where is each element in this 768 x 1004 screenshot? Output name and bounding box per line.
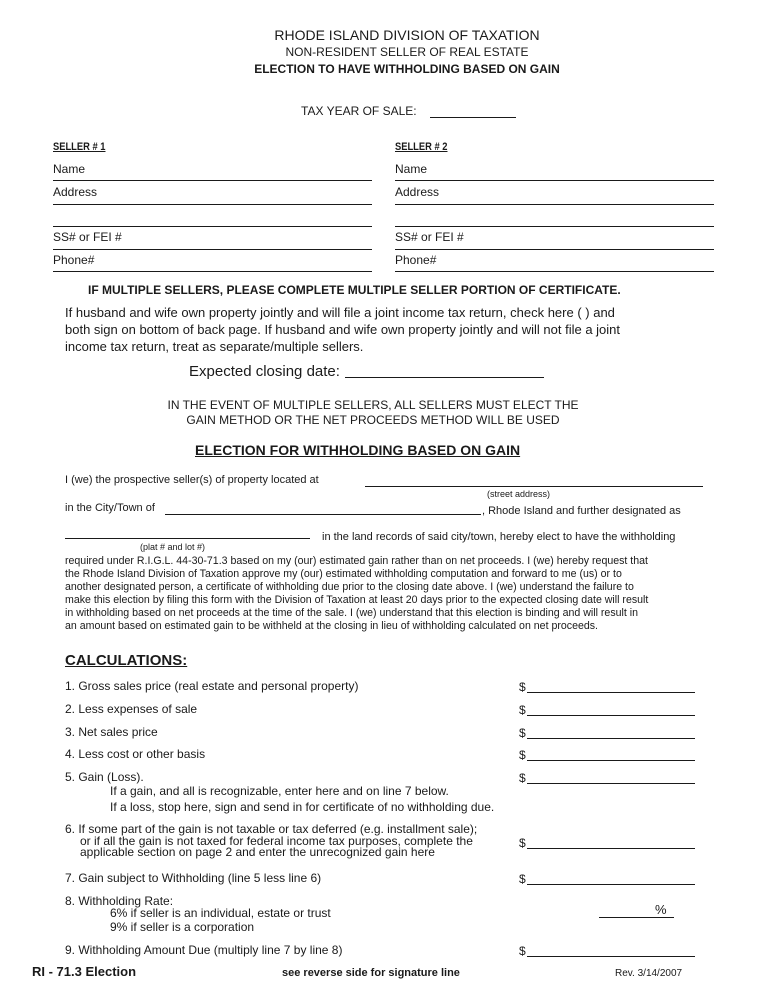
- election-statement: [65, 555, 715, 633]
- seller1-address-field[interactable]: [53, 204, 372, 205]
- calc-line5-label: 5. Gain (Loss).: [65, 770, 144, 784]
- tax-year-field[interactable]: [430, 103, 516, 118]
- calc-line1-dollar: $: [519, 680, 526, 694]
- calc-line5-dollar: $: [519, 771, 526, 785]
- form-title: ELECTION TO HAVE WITHHOLDING BASED ON GAIN: [254, 62, 560, 76]
- seller1-name-field[interactable]: [53, 180, 372, 181]
- seller2-phone-field[interactable]: [395, 271, 714, 272]
- seller1-ssn-field[interactable]: [53, 249, 372, 250]
- calc-line6-label: [65, 824, 477, 859]
- seller2-address-line2[interactable]: [395, 226, 714, 227]
- city-field[interactable]: [165, 514, 481, 515]
- calc-line1-amount[interactable]: [527, 679, 695, 693]
- statement-line: make this election by filing this form with the Division of Taxation at least 20 days prior to the expected closing date will result: [65, 594, 649, 606]
- calculations-heading: CALCULATIONS:: [65, 652, 188, 669]
- husband-wife-paragraph: [65, 304, 620, 355]
- calc-line4-label: 4. Less cost or other basis: [65, 747, 206, 761]
- calc-line5-amount[interactable]: [527, 770, 695, 784]
- seller2-name-label: Name: [395, 162, 428, 176]
- calc-line6-text: or if all the gain is not taxed for federal income tax purposes, complete the: [80, 833, 473, 848]
- calc-line2-label: 2. Less expenses of sale: [65, 702, 198, 716]
- calc-line1-label: 1. Gross sales price (real estate and personal property): [65, 679, 359, 693]
- statement-line: the Rhode Island Division of Taxation approve my (our) estimated withholding computation and forward to me (us) or to: [65, 568, 622, 580]
- form-id: RI - 71.3 Election: [32, 964, 137, 979]
- calc-line7-label: 7. Gain subject to Withholding (line 5 less line 6): [65, 871, 322, 885]
- seller2-address-label: Address: [395, 185, 440, 199]
- seller2-name-field[interactable]: [395, 180, 714, 181]
- land-records-text: in the land records of said city/town, hereby elect to have the withholding: [322, 531, 676, 543]
- revision-date: Rev. 3/14/2007: [615, 968, 683, 979]
- calc-line5-gain-note: If a gain, and all is recognizable, enter here and on line 7 below.: [110, 784, 449, 798]
- city-label: in the City/Town of: [65, 502, 155, 514]
- statement-line: required under R.I.G.L. 44-30-71.3 based on my (our) estimated gain rather than on net proceeds. I (we) hereby request that: [65, 555, 648, 567]
- calc-line7-dollar: $: [519, 872, 526, 886]
- multiple-sellers-rule-line: GAIN METHOD OR THE NET PROCEEDS METHOD WILL BE USED: [186, 413, 560, 427]
- calc-line8-percent: %: [655, 902, 667, 917]
- statement-line: an amount based on estimated gain to be withheld at the closing in lieu of withholding calculated on net proceeds.: [65, 620, 598, 632]
- form-subtitle: NON-RESIDENT SELLER OF REAL ESTATE: [285, 45, 529, 59]
- seller2-phone-label: Phone#: [395, 253, 437, 267]
- calc-line9-label: 9. Withholding Amount Due (multiply line 7 by line 8): [65, 943, 343, 957]
- tax-year-label: TAX YEAR OF SALE:: [301, 104, 417, 118]
- seller2-address-field[interactable]: [395, 204, 714, 205]
- statement-line: in withholding based on net proceeds at the time of the sale. I (we) understand that this election is binding and will result in: [65, 607, 638, 619]
- calc-line6-dollar: $: [519, 836, 526, 850]
- calc-line9-dollar: $: [519, 944, 526, 958]
- plat-lot-field[interactable]: [65, 538, 310, 539]
- statement-line: another designated person, a certificate of withholding due prior to the closing date above. I (we) understand the failure to: [65, 581, 634, 593]
- agency-title: RHODE ISLAND DIVISION OF TAXATION: [274, 27, 540, 43]
- reverse-side-note: see reverse side for signature line: [282, 967, 460, 979]
- seller1-name-label: Name: [53, 162, 86, 176]
- husband-wife-line: both sign on bottom of back page. If husband and wife own property jointly and will not file a joint: [65, 322, 621, 337]
- seller2-ssn-label: SS# or FEI #: [395, 230, 464, 244]
- calc-line6-text: 6. If some part of the gain is not taxable or tax deferred (e.g. installment sale);: [65, 822, 478, 836]
- calc-line6-amount[interactable]: [527, 835, 695, 849]
- multiple-sellers-notice: IF MULTIPLE SELLERS, PLEASE COMPLETE MULTIPLE SELLER PORTION OF CERTIFICATE.: [88, 283, 621, 297]
- calc-line9-amount[interactable]: [527, 943, 695, 957]
- election-heading: ELECTION FOR WITHHOLDING BASED ON GAIN: [195, 442, 521, 458]
- multiple-sellers-rule-line: IN THE EVENT OF MULTIPLE SELLERS, ALL SELLERS MUST ELECT THE: [167, 398, 579, 412]
- rhode-island-text: , Rhode Island and further designated as: [482, 505, 681, 517]
- seller1-address-label: Address: [53, 185, 98, 199]
- multiple-sellers-rule: [0, 398, 746, 428]
- seller1-ssn-label: SS# or FEI #: [53, 230, 122, 244]
- plat-lot-caption: (plat # and lot #): [140, 542, 206, 552]
- street-address-caption: (street address): [487, 489, 551, 499]
- closing-date-label: Expected closing date:: [189, 363, 340, 380]
- calc-line6-text: applicable section on page 2 and enter the unrecognized gain here: [80, 845, 435, 859]
- calc-line3-dollar: $: [519, 726, 526, 740]
- husband-wife-line: If husband and wife own property jointly and will file a joint income tax return, check here ( ) and: [65, 305, 615, 320]
- calc-line4-amount[interactable]: [527, 747, 695, 761]
- calc-line8-label: 8. Withholding Rate:: [65, 894, 174, 908]
- husband-wife-line: income tax return, treat as separate/multiple sellers.: [65, 339, 364, 354]
- calc-line8-individual-rate: 6% if seller is an individual, estate or trust: [110, 906, 331, 920]
- prospective-seller-text: I (we) the prospective seller(s) of property located at: [65, 474, 319, 486]
- calc-line2-dollar: $: [519, 703, 526, 717]
- calc-line2-amount[interactable]: [527, 702, 695, 716]
- calc-line7-amount[interactable]: [527, 871, 695, 885]
- seller1-heading: SELLER # 1: [53, 141, 106, 153]
- calc-line5-loss-note: If a loss, stop here, sign and send in for certificate of no withholding due.: [110, 800, 495, 814]
- seller2-ssn-field[interactable]: [395, 249, 714, 250]
- closing-date-field[interactable]: [345, 362, 544, 378]
- calc-line4-dollar: $: [519, 748, 526, 762]
- calc-line3-amount[interactable]: [527, 725, 695, 739]
- calc-line8-corporation-rate: 9% if seller is a corporation: [110, 920, 255, 934]
- seller1-phone-field[interactable]: [53, 271, 372, 272]
- seller2-heading: SELLER # 2: [395, 141, 448, 153]
- seller1-address-line2[interactable]: [53, 226, 372, 227]
- street-address-field[interactable]: [365, 486, 703, 487]
- seller1-phone-label: Phone#: [53, 253, 95, 267]
- calc-line3-label: 3. Net sales price: [65, 725, 158, 739]
